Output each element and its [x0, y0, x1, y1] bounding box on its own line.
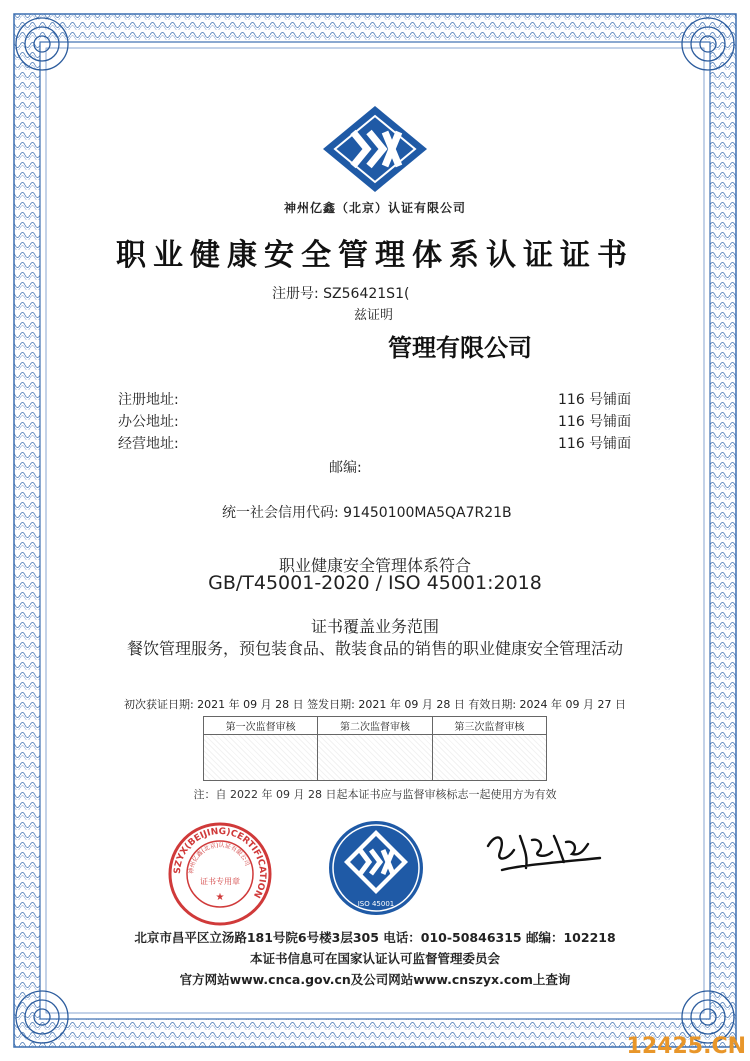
certificate-title: 职业健康安全管理体系认证证书: [116, 238, 634, 273]
registered-address-value: 116 号铺面: [558, 392, 632, 408]
standard-code: GB/T45001-2020 / ISO 45001:2018: [208, 572, 542, 594]
seal-center-text: 证书专用章: [200, 877, 240, 886]
seal-star-icon: ★: [215, 892, 225, 903]
standard-intro: 职业健康安全管理体系符合: [278, 556, 471, 575]
mark-caption: ISO 45001: [357, 900, 395, 908]
signature: [480, 822, 610, 882]
seal-ring-text: SZYX(BEIJING)CERTIFICATION: [172, 826, 268, 900]
validity-note: 注：自 2022 年 09 月 28 日起本证书应与监督审核标志一起使用方为有效: [193, 788, 557, 801]
official-seal: [166, 820, 274, 928]
footer-address: 北京市昌平区立汤路181号院6号楼3层305 电话：010-50846315 邮编：102218: [134, 930, 616, 945]
postcode-label: 邮编:: [329, 460, 362, 476]
supervision-audit-table: [203, 716, 547, 781]
business-scope: 餐饮管理服务，预包装食品、散装食品的销售的职业健康安全管理活动: [126, 639, 623, 658]
supervision-cell-2: [318, 735, 432, 781]
supervision-header-3: 第三次监督审核: [432, 717, 546, 735]
company-logo: [319, 104, 431, 194]
seal-inner-text: 神州亿鑫(北京)认证有限公司: [187, 841, 251, 875]
scope-intro: 证书覆盖业务范围: [310, 617, 439, 636]
footer-query-note: 本证书信息可在国家认证认可监督管理委员会: [249, 951, 500, 966]
supervision-header-1: 第一次监督审核: [204, 717, 318, 735]
svg-text:神州亿鑫(北京)认证有限公司: [187, 841, 252, 874]
certificate-dates: 初次获证日期: 2021 年 09 月 28 日 签发日期: 2021 年 09 月 28 日 有效日期: 2024 年 09 月 27 日: [123, 698, 626, 711]
certification-mark: [326, 818, 426, 918]
registration-number: 注册号: SZ56421S1(: [272, 286, 410, 302]
issuer-name: 神州亿鑫（北京）认证有限公司: [283, 201, 466, 215]
certify-text: 兹证明: [354, 308, 394, 323]
footer-websites: 官方网站www.cnca.gov.cn及公司网站www.cnszyx.com上查询: [179, 972, 571, 987]
business-address-label: 经营地址:: [118, 436, 179, 452]
registered-address-label: 注册地址:: [118, 392, 179, 408]
credit-code: 统一社会信用代码: 91450100MA5QA7R21B: [222, 505, 512, 521]
site-watermark: 12425.CN: [626, 1034, 746, 1059]
supervision-cell-3: [432, 735, 546, 781]
supervision-cell-1: [204, 735, 318, 781]
business-address-value: 116 号铺面: [558, 436, 632, 452]
supervision-header-2: 第二次监督审核: [318, 717, 432, 735]
office-address-value: 116 号铺面: [558, 414, 632, 430]
company-name: 管理有限公司: [388, 334, 532, 362]
office-address-label: 办公地址:: [118, 414, 179, 430]
